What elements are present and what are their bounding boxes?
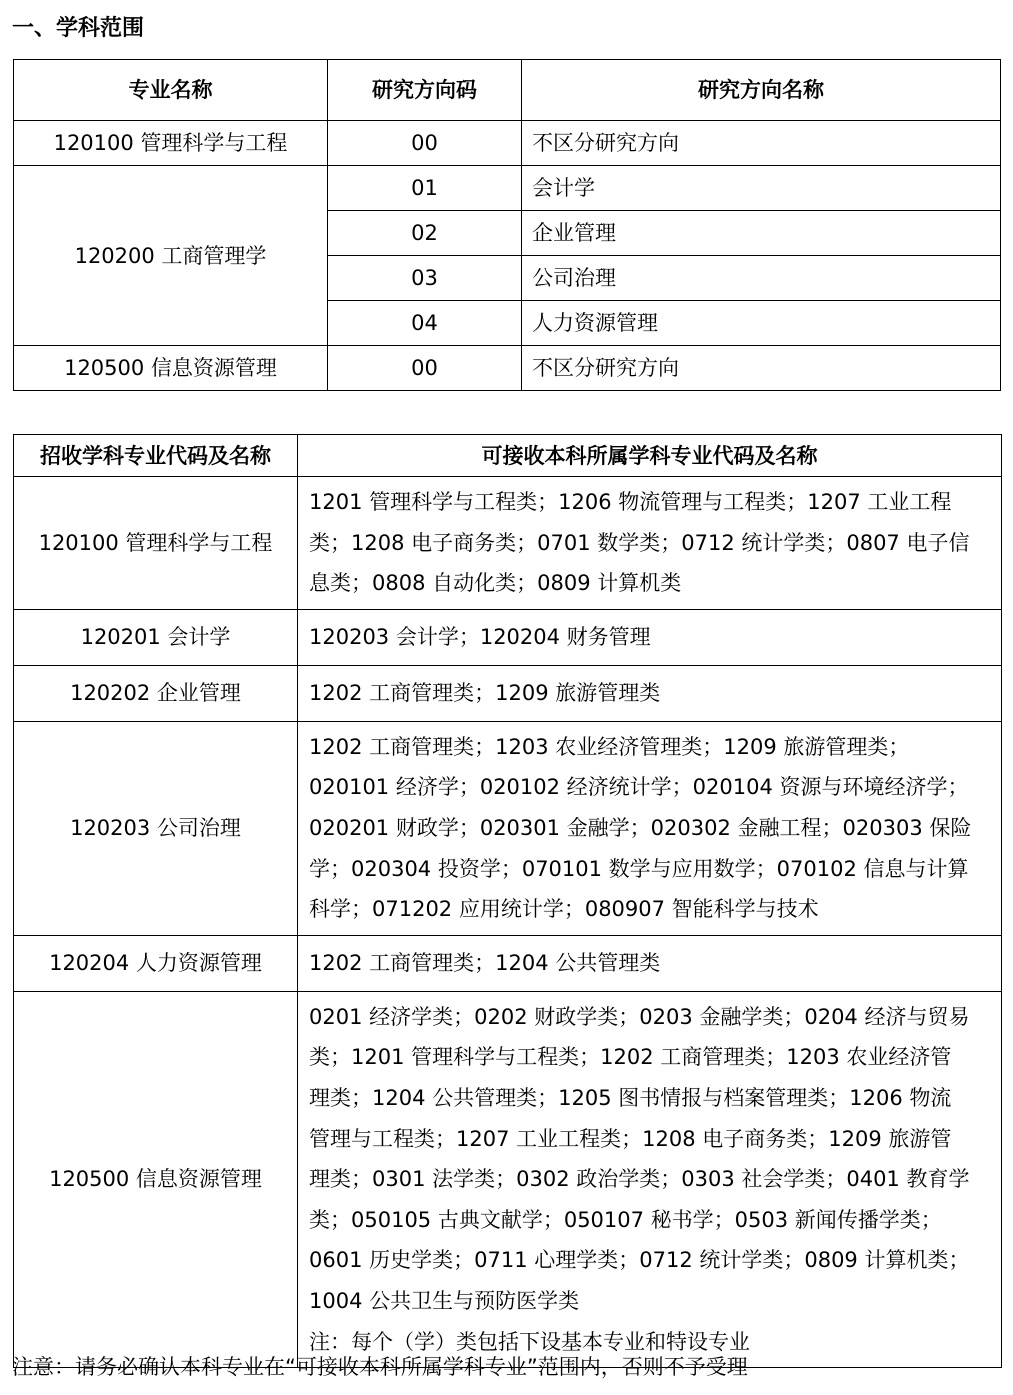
eligible-majors-line: 类；1208 电子商务类；0701 数学类；0712 统计学类；0807 电子信 xyxy=(309,530,970,555)
eligible-undergrad-majors-table xyxy=(13,434,1002,1368)
direction-name-cell: 企业管理 xyxy=(522,211,1001,256)
table-row xyxy=(14,346,1001,391)
eligible-majors-cell xyxy=(298,477,1002,610)
eligible-majors-note: 注：每个（学）类包括下设基本专业和特设专业 xyxy=(309,1329,750,1354)
direction-name-cell: 人力资源管理 xyxy=(522,301,1001,346)
eligible-majors-cell xyxy=(298,721,1002,935)
enrolling-major-cell: 120100 管理科学与工程 xyxy=(14,477,298,610)
eligible-majors-line: 管理与工程类；1207 工业工程类；1208 电子商务类；1209 旅游管 xyxy=(309,1126,952,1151)
direction-name-cell: 不区分研究方向 xyxy=(522,121,1001,166)
enrolling-major-cell: 120201 会计学 xyxy=(14,609,298,665)
header-eligible-majors: 可接收本科所属学科专业代码及名称 xyxy=(298,435,1002,477)
direction-code-cell: 02 xyxy=(328,211,522,256)
major-name-cell: 120500 信息资源管理 xyxy=(14,346,328,391)
table-row xyxy=(14,121,1001,166)
eligible-majors-line: 理类；1204 公共管理类；1205 图书情报与档案管理类；1206 物流 xyxy=(309,1085,952,1110)
eligible-majors-line: 1004 公共卫生与预防医学类 xyxy=(309,1288,580,1313)
eligible-majors-line: 0201 经济学类；0202 财政学类；0203 金融学类；0204 经济与贸易 xyxy=(309,1004,970,1029)
eligible-majors-line: 学；020304 投资学；070101 数学与应用数学；070102 信息与计算 xyxy=(309,856,969,881)
header-direction-name: 研究方向名称 xyxy=(522,60,1001,121)
table-row xyxy=(14,665,1002,721)
eligible-majors-line: 理类；0301 法学类；0302 政治学类；0303 社会学类；0401 教育学 xyxy=(309,1167,970,1192)
eligible-majors-line: 1202 工商管理类；1203 农业经济管理类；1209 旅游管理类； xyxy=(309,734,910,759)
enrolling-major-cell: 120204 人力资源管理 xyxy=(14,935,298,991)
table-row xyxy=(14,609,1002,665)
eligible-majors-cell xyxy=(298,609,1002,665)
direction-code-cell: 01 xyxy=(328,166,522,211)
eligible-majors-line: 020101 经济学；020102 经济统计学；020104 资源与环境经济学； xyxy=(309,775,969,800)
eligible-majors-line: 息类；0808 自动化类；0809 计算机类 xyxy=(309,571,682,596)
eligible-majors-line: 0601 历史学类；0711 心理学类；0712 统计学类；0809 计算机类； xyxy=(309,1248,970,1273)
eligible-majors-line: 120203 会计学；120204 财务管理 xyxy=(309,624,651,649)
enrolling-major-cell: 120500 信息资源管理 xyxy=(14,991,298,1367)
enrolling-major-cell: 120202 企业管理 xyxy=(14,665,298,721)
eligible-majors-line: 1202 工商管理类；1204 公共管理类 xyxy=(309,950,661,975)
discipline-scope-table xyxy=(13,59,1001,391)
eligible-majors-line: 1201 管理科学与工程类；1206 物流管理与工程类；1207 工业工程 xyxy=(309,490,952,514)
direction-name-cell: 不区分研究方向 xyxy=(522,346,1001,391)
eligible-majors-line: 类；1201 管理科学与工程类；1202 工商管理类；1203 农业经济管 xyxy=(309,1045,952,1070)
table-row xyxy=(14,721,1002,935)
enrolling-major-cell: 120203 公司治理 xyxy=(14,721,298,935)
direction-code-cell: 00 xyxy=(328,121,522,166)
eligible-majors-line: 类；050105 古典文献学；050107 秘书学；0503 新闻传播学类； xyxy=(309,1207,942,1232)
eligible-majors-cell xyxy=(298,665,1002,721)
eligible-majors-cell xyxy=(298,935,1002,991)
header-major-name: 专业名称 xyxy=(14,60,328,121)
table-row xyxy=(14,935,1002,991)
direction-name-cell: 公司治理 xyxy=(522,256,1001,301)
direction-code-cell: 04 xyxy=(328,301,522,346)
section-title: 一、学科范围 xyxy=(12,16,145,41)
eligible-majors-cell xyxy=(298,991,1002,1367)
table-row xyxy=(14,477,1002,610)
eligible-majors-line: 020201 财政学；020301 金融学；020302 金融工程；020303 保险 xyxy=(309,815,972,840)
footnote: 注意：请务必确认本科专业在“可接收本科所属学科专业”范围内，否则不予受理 xyxy=(12,1355,748,1379)
table-header-row xyxy=(14,60,1001,121)
direction-code-cell: 00 xyxy=(328,346,522,391)
eligible-majors-line: 科学；071202 应用统计学；080907 智能科学与技术 xyxy=(309,897,819,922)
table-row xyxy=(14,166,1001,211)
direction-name-cell: 会计学 xyxy=(522,166,1001,211)
major-name-cell: 120100 管理科学与工程 xyxy=(14,121,328,166)
eligible-majors-line: 1202 工商管理类；1209 旅游管理类 xyxy=(309,680,661,705)
header-enrolling-major: 招收学科专业代码及名称 xyxy=(14,435,298,477)
table-row xyxy=(14,991,1002,1367)
major-name-cell: 120200 工商管理学 xyxy=(14,166,328,346)
table-header-row xyxy=(14,435,1002,477)
direction-code-cell: 03 xyxy=(328,256,522,301)
header-direction-code: 研究方向码 xyxy=(328,60,522,121)
